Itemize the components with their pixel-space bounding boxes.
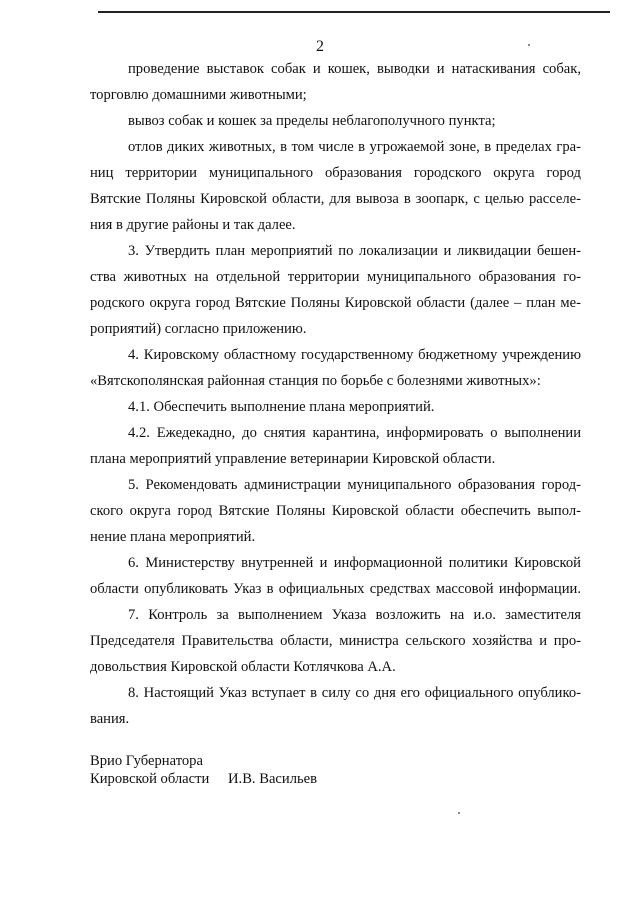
- body-line: вания.: [90, 711, 130, 727]
- body-line: родского округа город Вятские Поляны Кировской области (далее – план ме-: [90, 295, 581, 311]
- body-line: «Вятскополянская районная станция по борьбе с болезнями животных»:: [90, 373, 541, 389]
- body-line: роприятий) согласно приложению.: [90, 321, 307, 337]
- page-number: 2: [316, 38, 324, 55]
- signature-name: И.В. Васильев: [228, 771, 318, 787]
- body-line: проведение выставок собак и кошек, выводки и натаскивания собак,: [128, 61, 581, 77]
- body-line: довольствия Кировской области Котлячкова А.А.: [90, 659, 396, 675]
- body-line: Вятские Поляны Кировской области, для вывоза в зоопарк, с целью расселе-: [90, 191, 581, 207]
- scan-speck: [528, 44, 530, 46]
- body-line: нение плана мероприятий.: [90, 529, 256, 545]
- top-rule: [98, 11, 610, 13]
- body-line: вывоз собак и кошек за пределы неблагополучного пункта;: [128, 113, 496, 129]
- body-line: 4.2. Ежедекадно, до снятия карантина, информировать о выполнении: [128, 425, 581, 441]
- body-line: 5. Рекомендовать администрации муниципального образования город-: [128, 477, 581, 493]
- body-line: ниц территории муниципального образования городского округа город: [90, 165, 581, 181]
- body-line: 8. Настоящий Указ вступает в силу со дня его официального опублико-: [128, 685, 581, 701]
- body-line: плана мероприятий управление ветеринарии Кировской области.: [90, 451, 496, 467]
- body-line: 6. Министерству внутренней и информационной политики Кировской: [128, 555, 581, 571]
- body-line: ского округа город Вятские Поляны Кировской области обеспечить выпол-: [90, 503, 581, 519]
- body-line: 7. Контроль за выполнением Указа возложить на и.о. заместителя: [128, 607, 581, 623]
- body-line: 4. Кировскому областному государственному бюджетному учреждению: [128, 347, 581, 363]
- body-line: Председателя Правительства области, министра сельского хозяйства и про-: [90, 633, 581, 649]
- signature-title: Врио Губернатора: [90, 753, 203, 769]
- body-line: ния в другие районы и так далее.: [90, 217, 296, 233]
- body-line: 4.1. Обеспечить выполнение плана мероприятий.: [128, 399, 435, 415]
- signature-region: Кировской области: [90, 771, 210, 787]
- body-line: отлов диких животных, в том числе в угрожаемой зоне, в пределах гра-: [128, 139, 581, 155]
- body-line: 3. Утвердить план мероприятий по локализации и ликвидации бешен-: [128, 243, 581, 259]
- scan-speck: [458, 812, 460, 814]
- body-line: торговлю домашними животными;: [90, 87, 307, 103]
- body-line: области опубликовать Указ в официальных средствах массовой информации.: [90, 581, 581, 597]
- body-line: ства животных на отдельной территории муниципального образования го-: [90, 269, 581, 285]
